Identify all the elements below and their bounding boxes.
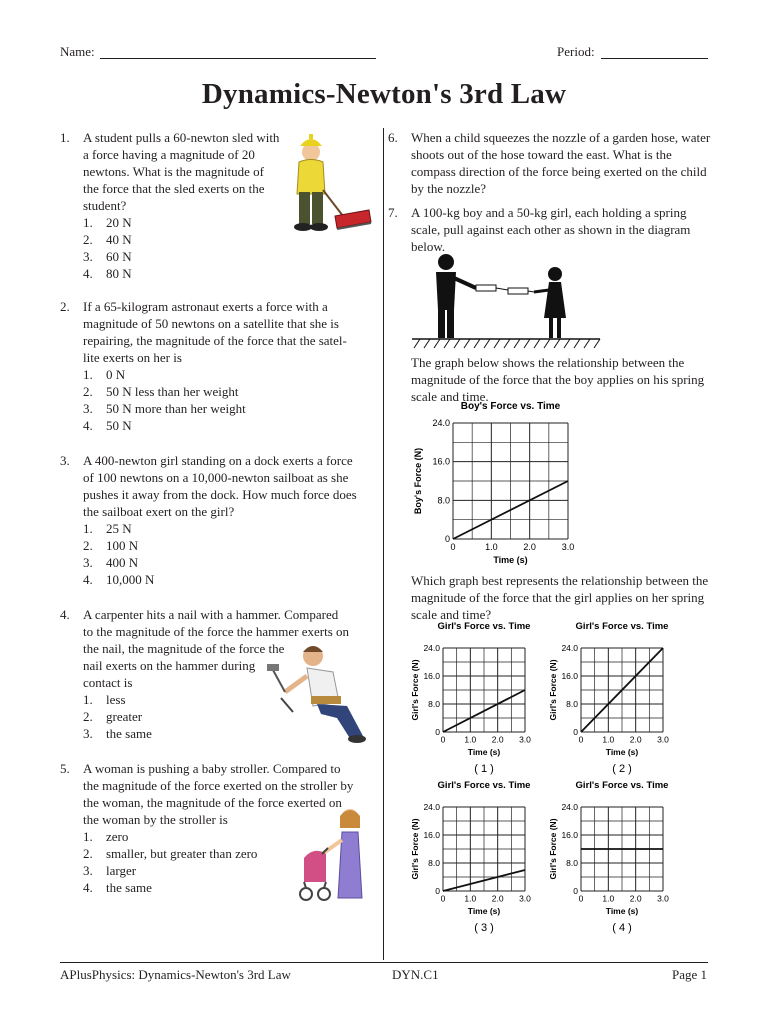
girls-force-chart-3[interactable]: [405, 777, 550, 935]
question-number: 7.: [388, 205, 398, 220]
x-tick-label: 0: [440, 893, 446, 904]
answer-option[interactable]: 2. smaller, but greater than zero: [83, 846, 258, 861]
spring-scale-tug-icon: [410, 250, 602, 352]
answer-option[interactable]: 4. 50 N: [83, 418, 132, 433]
footer-left: APlusPhysics: Dynamics-Newton's 3rd Law: [60, 967, 291, 982]
y-tick-label: 0: [444, 534, 450, 544]
question-number: 2.: [60, 299, 70, 314]
answer-options: [83, 520, 380, 588]
y-axis-label: Girl's Force (N): [410, 818, 420, 880]
x-tick-label: 2.0: [629, 893, 642, 904]
chart-title: Girl's Force vs. Time: [575, 621, 669, 632]
x-tick-label: 1.0: [464, 734, 477, 745]
question-2: [60, 298, 380, 434]
period-label: Period:: [557, 44, 595, 59]
answer-option[interactable]: 3. the same: [83, 726, 152, 741]
name-blank[interactable]: [100, 58, 376, 59]
carpenter-hammer-icon: [267, 640, 372, 745]
chart-title: Girl's Force vs. Time: [437, 621, 531, 632]
question-number: 1.: [60, 130, 70, 145]
intro-line: The graph below shows the relationship between the: [411, 355, 685, 370]
x-tick-label: 0: [578, 734, 584, 745]
x-axis-label: Time (s): [605, 906, 639, 916]
y-axis-label: Girl's Force (N): [548, 659, 558, 721]
question-text: A woman is pushing a baby stroller. Compared to the magnitude of the force exerted on the stroller by the woman, the magnitude of the force exerted on the woman by the stroller is: [83, 761, 354, 827]
which-line: scale and time?: [411, 607, 492, 622]
y-tick-label: 8.0: [428, 857, 440, 868]
x-tick-label: 0: [578, 893, 584, 904]
answer-option[interactable]: 2. 100 N: [83, 538, 139, 553]
x-tick-label: 1.0: [602, 734, 615, 745]
answer-option[interactable]: 1. 20 N: [83, 215, 132, 230]
which-line: Which graph best represents the relationship between the: [411, 573, 709, 588]
question-3: [60, 452, 380, 588]
y-tick-label: 8.0: [566, 857, 578, 868]
x-tick-label: 0: [450, 542, 456, 552]
y-axis-label: Girl's Force (N): [410, 659, 420, 721]
footer-rule: [60, 962, 708, 963]
answer-option[interactable]: 4. 80 N: [83, 266, 132, 281]
answer-option[interactable]: 3. 60 N: [83, 249, 132, 264]
name-label: Name:: [60, 44, 95, 59]
answer-option[interactable]: 1. less: [83, 692, 126, 707]
x-tick-label: 3.0: [519, 893, 531, 904]
girls-force-chart-2[interactable]: [543, 618, 688, 776]
y-tick-label: 0: [435, 726, 440, 737]
answer-option[interactable]: 1. zero: [83, 829, 129, 844]
x-tick-label: 2.0: [491, 734, 504, 745]
y-tick-label: 16.0: [561, 829, 578, 840]
x-tick-label: 2.0: [523, 542, 536, 552]
y-axis-label: Boy's Force (N): [413, 447, 423, 515]
y-tick-label: 16.0: [432, 456, 450, 467]
which-line: magnitude of the force that the girl applies on her spring: [411, 590, 705, 605]
question-7: [388, 204, 718, 255]
question-number: 4.: [60, 607, 70, 622]
question-text: When a child squeezes the nozzle of a garden hose, water shoots out of the hose toward the east. What is the compass direction of the force being exerted on the child by the nozzle?: [411, 130, 711, 196]
y-tick-label: 8.0: [437, 495, 450, 506]
y-axis-label: Girl's Force (N): [548, 818, 558, 880]
chart-choice-label: ( 4 ): [612, 922, 632, 934]
answer-option[interactable]: 3. 50 N more than her weight: [83, 401, 246, 416]
y-tick-label: 0: [573, 885, 578, 896]
y-tick-label: 8.0: [566, 698, 578, 709]
answer-options: [83, 366, 380, 434]
question-text: A student pulls a 60-newton sled with a force having a magnitude of 20 newtons. What is the magnitude of the force that the sled exerts on the student?: [83, 130, 280, 213]
chart-choice-label: ( 3 ): [474, 922, 494, 934]
answer-option[interactable]: 3. 400 N: [83, 555, 139, 570]
question-number: 6.: [388, 130, 398, 145]
chart-title: Boy's Force vs. Time: [460, 401, 561, 412]
sled-student-icon: [285, 130, 373, 242]
girls-force-chart-4[interactable]: [543, 777, 688, 935]
y-tick-label: 16.0: [423, 829, 440, 840]
answer-option[interactable]: 4. 10,000 N: [83, 572, 155, 587]
column-divider: [383, 128, 384, 960]
y-tick-label: 16.0: [561, 670, 578, 681]
which-graph-text: [411, 572, 721, 623]
answer-option[interactable]: 4. the same: [83, 880, 152, 895]
answer-option[interactable]: 2. greater: [83, 709, 143, 724]
x-axis-label: Time (s): [467, 906, 501, 916]
period-blank[interactable]: [601, 58, 708, 59]
girls-force-chart-1[interactable]: [405, 618, 550, 776]
question-text: A 100-kg boy and a 50-kg girl, each holding a spring scale, pull against each other as shown in the diagram below.: [411, 205, 691, 254]
x-tick-label: 1.0: [485, 542, 498, 552]
intro-line: scale and time.: [411, 389, 489, 404]
answer-option[interactable]: 1. 0 N: [83, 367, 126, 382]
question-number: 3.: [60, 453, 70, 468]
woman-stroller-icon: [296, 806, 378, 904]
answer-option[interactable]: 3. larger: [83, 863, 137, 878]
y-tick-label: 24.0: [561, 801, 578, 812]
x-axis-label: Time (s): [493, 555, 528, 565]
x-tick-label: 3.0: [519, 734, 531, 745]
x-axis-label: Time (s): [467, 747, 501, 757]
footer-right: Page 1: [672, 967, 708, 982]
x-tick-label: 0: [440, 734, 446, 745]
chart-title: Girl's Force vs. Time: [575, 780, 669, 791]
x-tick-label: 3.0: [657, 893, 669, 904]
y-tick-label: 0: [573, 726, 578, 737]
y-tick-label: 8.0: [428, 698, 440, 709]
x-tick-label: 3.0: [657, 734, 669, 745]
question-text: A 400-newton girl standing on a dock exerts a force of 100 newtons on a 10,000-newton sailboat as she pushes it away from the dock. How much force does the sailboat exert on the girl?: [83, 453, 357, 519]
question-text: A carpenter hits a nail with a hammer. Compared to the magnitude of the force the hammer exerts on the nail, the magnitude of the force the nail exerts on the hammer during contact is: [83, 607, 350, 690]
question-text: If a 65-kilogram astronaut exerts a force with a magnitude of 50 newtons on a satellite that she is repairing, the magnitude of the force that the satel- lite exerts on her is: [83, 299, 347, 365]
y-tick-label: 24.0: [423, 642, 440, 653]
intro-line: magnitude of the force that the boy applies on his spring: [411, 372, 705, 387]
answer-option[interactable]: 2. 50 N less than her weight: [83, 384, 239, 399]
answer-option[interactable]: 1. 25 N: [83, 521, 132, 536]
x-tick-label: 1.0: [602, 893, 615, 904]
y-tick-label: 24.0: [561, 642, 578, 653]
y-tick-label: 24.0: [432, 418, 450, 428]
chart-title: Girl's Force vs. Time: [437, 780, 531, 791]
answer-option[interactable]: 2. 40 N: [83, 232, 132, 247]
chart-choice-label: ( 2 ): [612, 763, 632, 775]
question-6: [388, 129, 718, 197]
y-tick-label: 24.0: [423, 801, 440, 812]
x-tick-label: 2.0: [629, 734, 642, 745]
chart-choice-label: ( 1 ): [474, 763, 494, 775]
x-axis-label: Time (s): [605, 747, 639, 757]
footer-center: DYN.C1: [392, 967, 439, 982]
x-tick-label: 2.0: [491, 893, 504, 904]
boys-force-chart: [405, 396, 595, 572]
page-title: Dynamics-Newton's 3rd Law: [201, 78, 567, 110]
x-tick-label: 3.0: [561, 542, 575, 552]
y-tick-label: 0: [435, 885, 440, 896]
y-tick-label: 16.0: [423, 670, 440, 681]
question-number: 5.: [60, 761, 70, 776]
x-tick-label: 1.0: [464, 893, 477, 904]
